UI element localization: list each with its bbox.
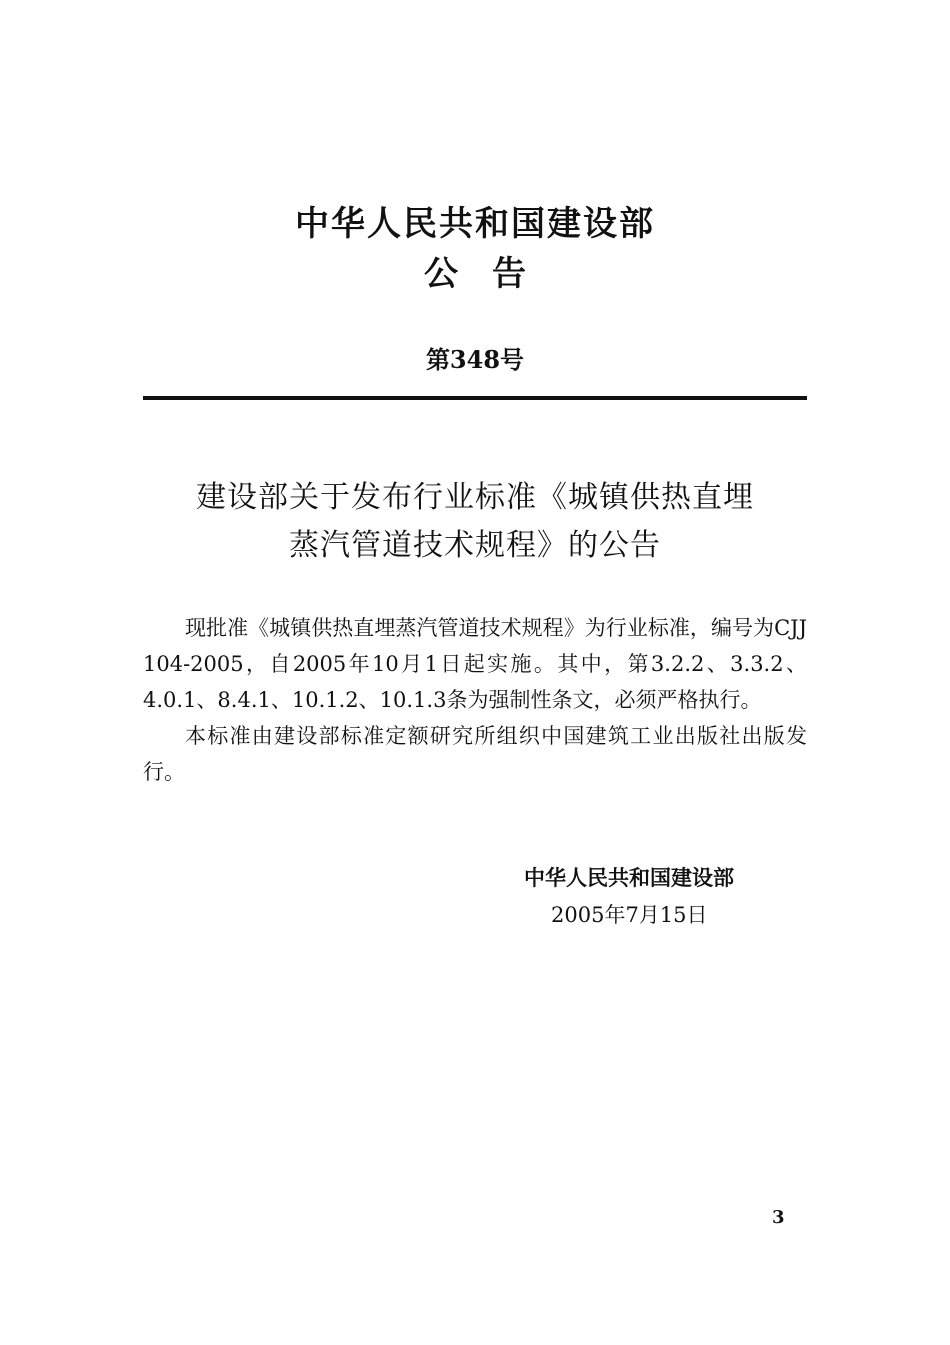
body-paragraph-2: 本标准由建设部标准定额研究所组织中国建筑工业出版社出版发行。 [143, 724, 807, 784]
signature-date: 2005年7月15日 [551, 903, 708, 927]
announcement-title [0, 474, 950, 570]
heading-divider [143, 396, 807, 400]
signature-organization: 中华人民共和国建设部 [524, 865, 734, 890]
announcement-body [143, 610, 807, 790]
announcement-title-line-2: 蒸汽管道技术规程》的公告 [289, 528, 661, 563]
body-paragraph-1: 现批准《城镇供热直埋蒸汽管道技术规程》为行业标准，编号为CJJ 104-2005，自2005年10月1日起实施。其中，第3.2.2、3.3.2、4.0.1、8.4.1、10.1.2、10.1.3条为强制性条文，必须严格执行。 [143, 616, 807, 712]
bulletin-number: 第348号 [425, 345, 525, 374]
ministry-heading: 中华人民共和国建设部 [295, 204, 655, 244]
bulletin-heading: 公告 [424, 254, 560, 294]
announcement-title-line-1: 建设部关于发布行业标准《城镇供热直埋 [196, 480, 754, 515]
page-number: 3 [772, 1207, 785, 1228]
